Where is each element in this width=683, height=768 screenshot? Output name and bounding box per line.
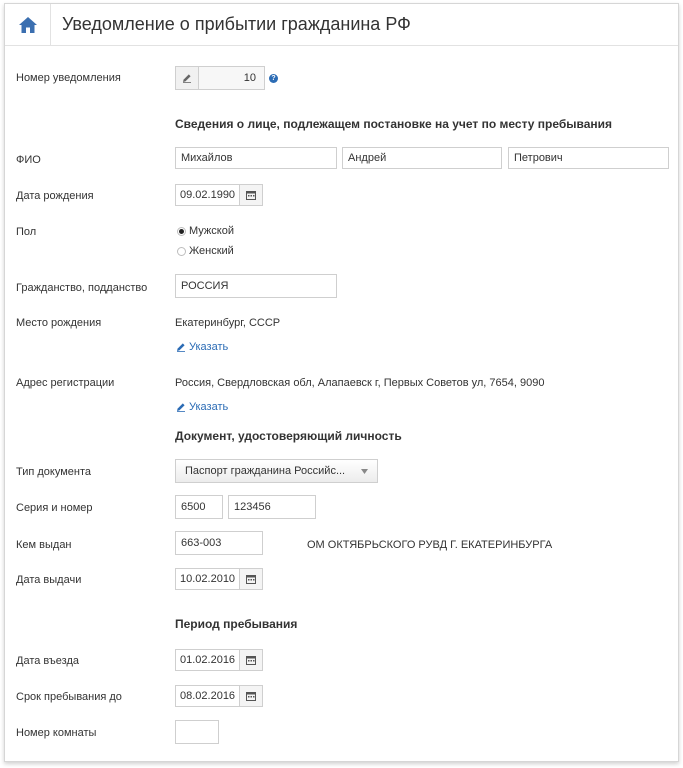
radio-checked-icon <box>177 227 186 236</box>
series-number-label: Серия и номер <box>16 502 93 514</box>
document-type-label: Тип документа <box>16 466 92 478</box>
first-name-input[interactable]: Андрей <box>342 147 502 169</box>
calendar-icon[interactable] <box>239 650 262 670</box>
gender-radio-female[interactable] <box>177 245 234 257</box>
middle-name-input[interactable]: Петрович <box>508 147 669 169</box>
gender-male-label: Мужской <box>189 225 234 237</box>
issued-by-label: Кем выдан <box>16 539 72 551</box>
birthplace-label: Место рождения <box>16 317 102 329</box>
birthplace-value: Екатеринбург, СССР <box>175 317 281 329</box>
calendar-icon[interactable] <box>239 569 262 589</box>
notification-number-label: Номер уведомления <box>16 72 121 84</box>
room-number-input[interactable] <box>175 720 219 744</box>
radio-unchecked-icon <box>177 247 186 256</box>
calendar-icon[interactable] <box>239 185 262 205</box>
page-title: Уведомление о прибытии гражданина РФ <box>62 14 411 34</box>
section-stay-title: Период пребывания <box>175 617 298 631</box>
form-window <box>4 3 679 762</box>
document-type-select[interactable] <box>175 459 378 483</box>
issue-date-picker[interactable] <box>175 568 263 590</box>
birth-date-label: Дата рождения <box>16 190 94 202</box>
gender-female-label: Женский <box>189 245 234 257</box>
section-person-title: Сведения о лице, подлежащем постановке на учет по месту пребывания <box>175 117 613 131</box>
entry-date-label: Дата въезда <box>16 655 79 667</box>
address-specify-link[interactable] <box>176 401 228 413</box>
home-button[interactable] <box>5 4 51 45</box>
notification-number-field[interactable] <box>175 66 265 90</box>
birthplace-specify-label: Указать <box>189 341 229 353</box>
stay-until-picker[interactable] <box>175 685 263 707</box>
notification-number-value: 10 <box>199 67 264 89</box>
stay-until-label: Срок пребывания до <box>16 691 122 703</box>
stay-until-value: 08.02.2016 <box>180 690 236 702</box>
citizenship-input[interactable]: РОССИЯ <box>175 274 337 298</box>
issued-by-value: ОМ ОКТЯБРЬСКОГО РУВД Г. ЕКАТЕРИНБУРГА <box>307 539 553 551</box>
birth-date-picker[interactable] <box>175 184 263 206</box>
chevron-down-icon <box>361 469 368 474</box>
entry-date-picker[interactable] <box>175 649 263 671</box>
address-specify-label: Указать <box>189 401 229 413</box>
address-value: Россия, Свердловская обл, Алапаевск г, Первых Советов ул, 7654, 9090 <box>175 377 545 389</box>
room-number-label: Номер комнаты <box>16 727 97 739</box>
entry-date-value: 01.02.2016 <box>180 654 236 666</box>
birthplace-specify-link[interactable] <box>176 341 228 353</box>
pencil-icon <box>176 402 186 412</box>
question-icon[interactable]: ? <box>269 74 278 83</box>
issued-code-input[interactable]: 663-003 <box>175 531 263 555</box>
calendar-icon[interactable] <box>239 686 262 706</box>
document-number-input[interactable]: 123456 <box>228 495 316 519</box>
document-type-value: Паспорт гражданина Российс... <box>185 465 346 477</box>
home-icon <box>18 16 38 34</box>
document-series-input[interactable]: 6500 <box>175 495 223 519</box>
issue-date-value: 10.02.2010 <box>180 573 236 585</box>
edit-icon[interactable] <box>176 67 199 89</box>
last-name-input[interactable]: Михайлов <box>175 147 337 169</box>
gender-radio-male[interactable] <box>177 225 234 237</box>
citizenship-label: Гражданство, подданство <box>16 282 148 294</box>
header <box>5 4 678 46</box>
gender-label: Пол <box>16 226 37 238</box>
section-document-title: Документ, удостоверяющий личность <box>175 429 402 443</box>
fio-label: ФИО <box>16 154 41 166</box>
address-label: Адрес регистрации <box>16 377 115 389</box>
pencil-icon <box>176 342 186 352</box>
issue-date-label: Дата выдачи <box>16 574 82 586</box>
birth-date-value: 09.02.1990 <box>180 189 236 201</box>
